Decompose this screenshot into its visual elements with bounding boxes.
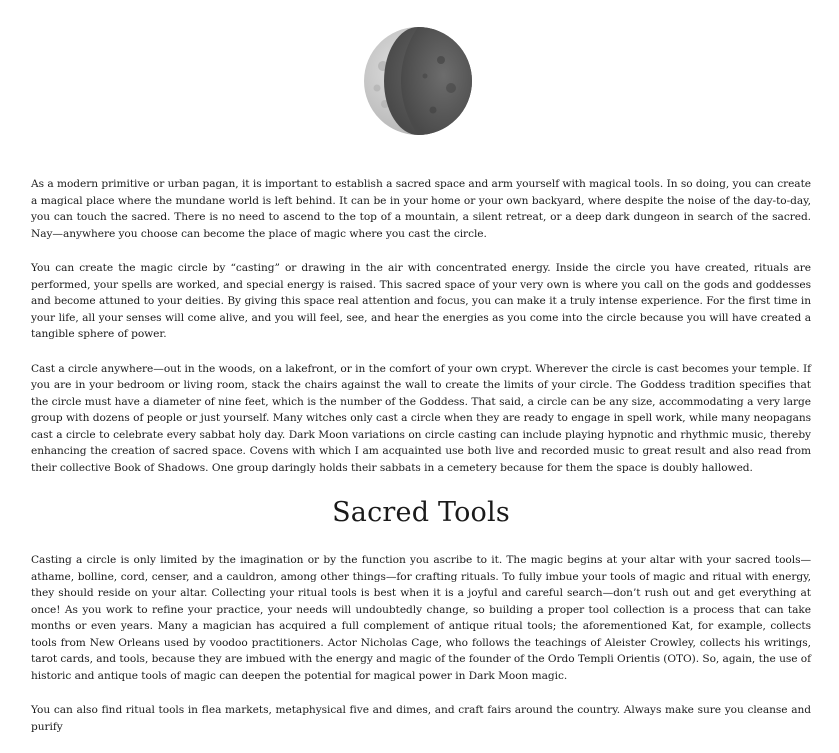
paragraph: You can also find ritual tools in flea markets, metaphysical five and dimes, and craft fairs around the country. Always make sure you cleanse and purify [31,704,811,733]
half-moon-icon [363,26,473,136]
paragraph: As a modern primitive or urban pagan, it is important to establish a sacred space and arm yourself with magical tools. In so doing, you can create a magical place where the mundane world is left behind. It can be in your home or your own backyard, where despite the noise of the day-to-day, you can touch the sacred. There is no need to ascend to the top of a mountain, a silent retreat, or a deep dark dungeon in search of the sacred. Nay—anywhere you choose can become the place of magic where you cast the circle. [31,178,811,240]
half-moon-illustration [363,26,473,136]
paragraph: Cast a circle anywhere—out in the woods, on a lakefront, or in the comfort of your own crypt. Wherever the circle is cast becomes your temple. If you are in your bedroom or living room, stack the chairs against the wall to create the limits of your circle. The Goddess tradition specifies that the circle must have a diameter of nine feet, which is the number of the Goddess. That said, a circle can be any size, accommodating a very large group with dozens of people or just yourself. Many witches only cast a circle when they are ready to engage in spell work, while many neopagans cast a circle to celebrate every sabbat holy day. Dark Moon variations on circle casting can include playing hypnotic and rhythmic music, thereby enhancing the creation of sacred space. Covens with which I am acquainted use both live and recorded music to great result and also read from their collective Book of Shadows. One group daringly holds their sabbats in a cemetery because for them the space is doubly hallowed. [31,362,811,474]
paragraph: Casting a circle is only limited by the imagination or by the function you ascribe to it. The magic begins at your altar with your sacred tools—athame, bolline, cord, censer, and a cauldron, among other things—for crafting rituals. To fully imbue your tools of magic and ritual with energy, they should reside on your altar. Collecting your ritual tools is best when it is a joyful and careful search—don’t rush out and get everything at once! As you work to refine your practice, your needs will undoubtedly change, so building a proper tool collection is a process that can take months or even years. Many a magician has acquired a full complement of antique ritual tools; the aforementioned Kat, for example, collects tools from New Orleans used by voodoo practitioners. Actor Nicholas Cage, who follows the teachings of Aleister Crowley, collects his writings, tarot cards, and tools, because they are imbued with the energy and magic of the founder of the Ordo Templi Orientis (OTO). So, again, the use of historic and antique tools of magic can deepen the potential for magical power in Dark Moon magic. [31,554,811,682]
paragraph: You can create the magic circle by “casting” or drawing in the air with concentrated energy. Inside the circle you have created, rituals are performed, your spells are worked, and special energy is raised. This sacred space of your very own is where you call on the gods and goddesses and become attuned to your deities. By giving this space real attention and focus, you can make it a truly intense experience. For the first time in your life, all your senses will come alive, and you will feel, see, and hear the energies as you come into the circle because you will have created a tangible sphere of power. [31,262,811,340]
section-heading: Sacred Tools [332,497,510,528]
page-body [31,176,811,753]
